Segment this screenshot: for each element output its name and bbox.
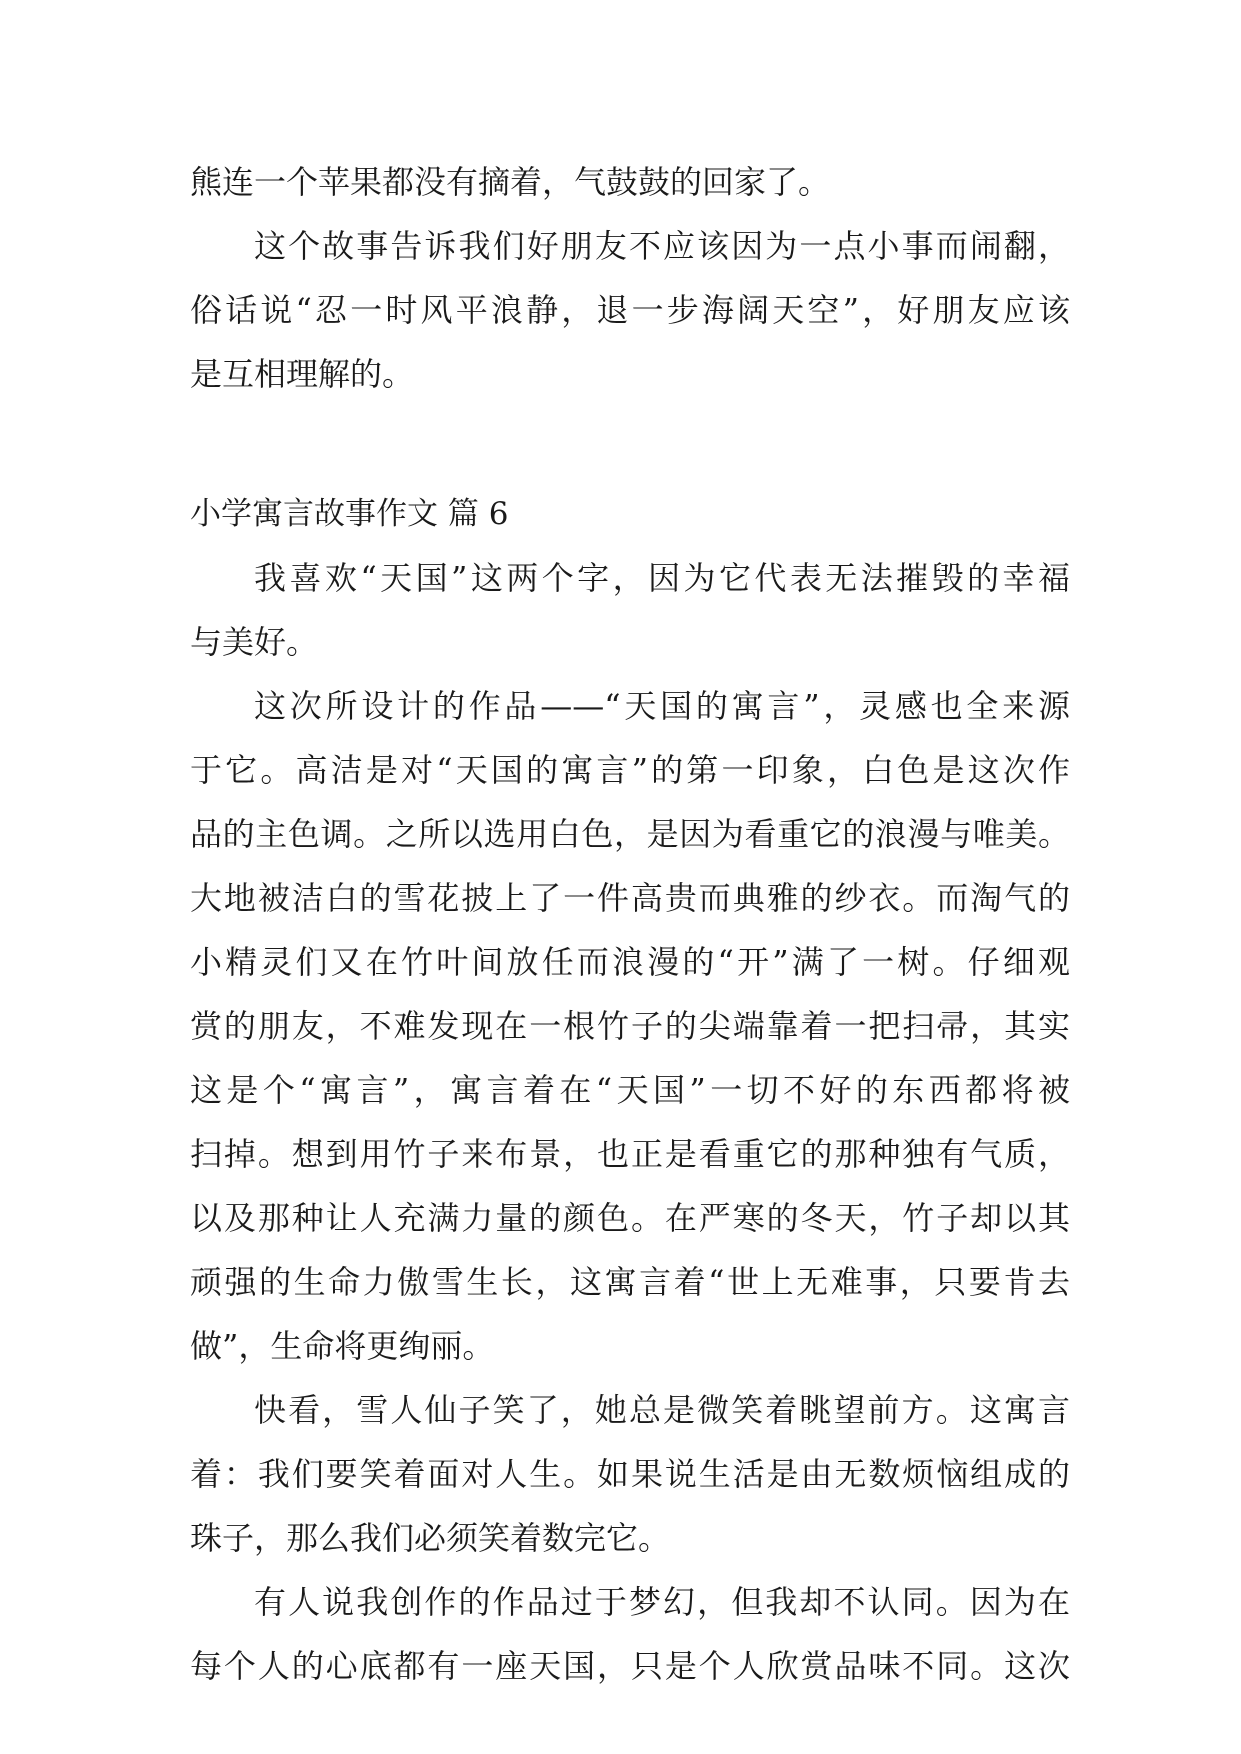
paragraph-line: 这个故事告诉我们好朋友不应该因为一点小事而闹翻， <box>254 227 1070 265</box>
paragraph-line: 与美好。 <box>190 623 319 661</box>
paragraph-line: 这是个“寓言”，寓言着在“天国”一切不好的东西都将被 <box>190 1071 1070 1109</box>
paragraph-line: 我喜欢“天国”这两个字，因为它代表无法摧毁的幸福 <box>254 559 1070 597</box>
paragraph-line: 每个人的心底都有一座天国，只是个人欣赏品味不同。这次 <box>190 1647 1070 1685</box>
paragraph-line: 小精灵们又在竹叶间放任而浪漫的“开”满了一树。仔细观 <box>190 943 1070 981</box>
paragraph-line: 顽强的生命力傲雪生长，这寓言着“世上无难事，只要肯去 <box>190 1263 1070 1301</box>
section-spacer <box>190 406 1070 482</box>
paragraph-line: 珠子，那么我们必须笑着数完它。 <box>190 1519 671 1557</box>
paragraph-line: 熊连一个苹果都没有摘着，气鼓鼓的回家了。 <box>190 163 831 201</box>
paragraph-line: 着：我们要笑着面对人生。如果说生活是由无数烦恼组成的 <box>190 1455 1070 1493</box>
paragraph-line: 有人说我创作的作品过于梦幻，但我却不认同。因为在 <box>254 1583 1070 1621</box>
section-title: 小学寓言故事作文 篇 6 <box>190 496 509 532</box>
paragraph-line: 扫掉。想到用竹子来布景，也正是看重它的那种独有气质， <box>190 1135 1070 1173</box>
paragraph-line: 于它。高洁是对“天国的寓言”的第一印象，白色是这次作 <box>190 751 1070 789</box>
paragraph-line: 以及那种让人充满力量的颜色。在严寒的冬天，竹子却以其 <box>190 1199 1070 1237</box>
paragraph-line: 做”，生命将更绚丽。 <box>190 1327 495 1365</box>
paragraph-line: 这次所设计的作品——“天国的寓言”，灵感也全来源 <box>254 687 1070 725</box>
paragraph-line: 快看，雪人仙子笑了，她总是微笑着眺望前方。这寓言 <box>254 1391 1070 1429</box>
paragraph-line: 赏的朋友，不难发现在一根竹子的尖端靠着一把扫帚，其实 <box>190 1007 1070 1045</box>
paragraph-line: 大地被洁白的雪花披上了一件高贵而典雅的纱衣。而淘气的 <box>190 879 1070 917</box>
paragraph-line: 品的主色调。之所以选用白色，是因为看重它的浪漫与唯美。 <box>190 815 1070 853</box>
paragraph-line: 是互相理解的。 <box>190 355 415 393</box>
document-body <box>190 150 1070 1698</box>
paragraph-line: 俗话说“忍一时风平浪静，退一步海阔天空”，好朋友应该 <box>190 291 1070 329</box>
